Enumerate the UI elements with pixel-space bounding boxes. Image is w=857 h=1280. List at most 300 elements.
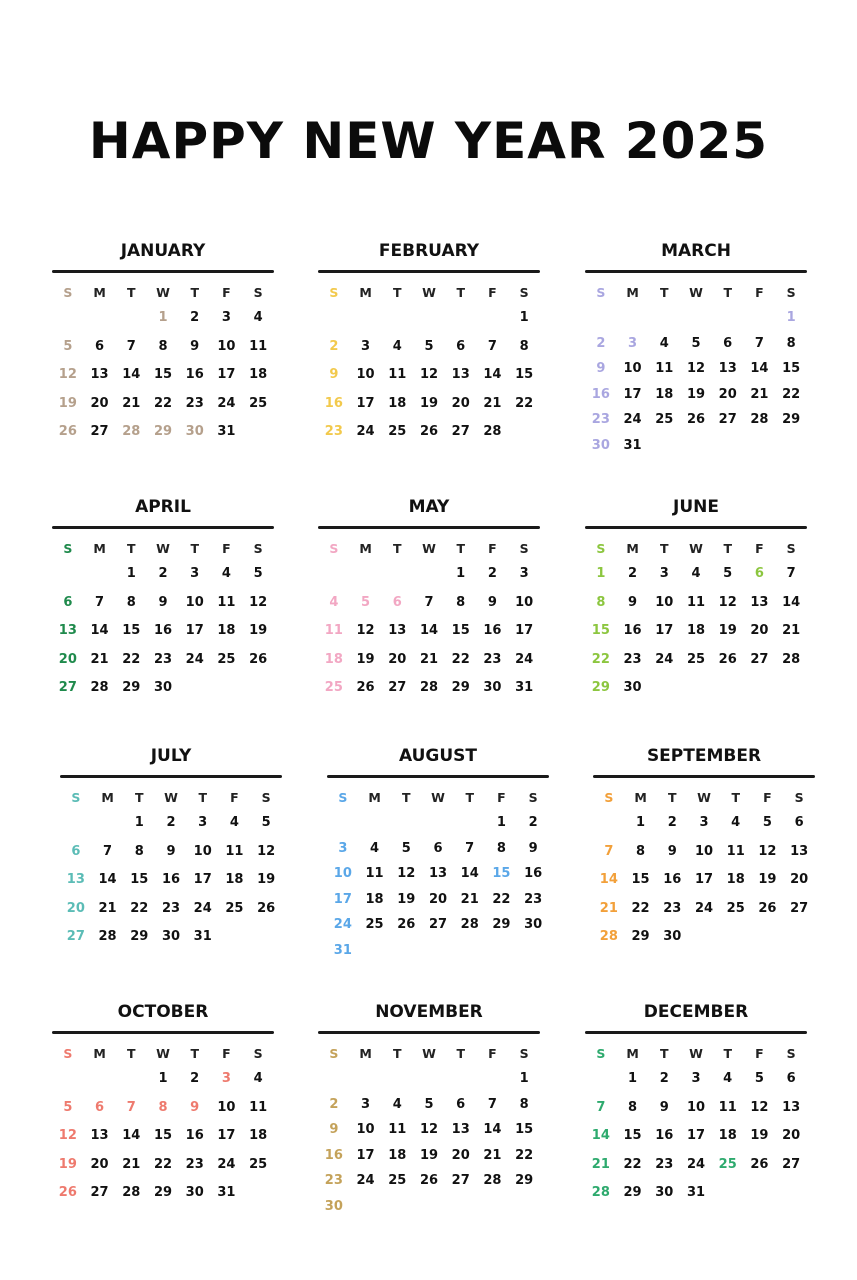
weekday-label: T — [660, 1046, 669, 1061]
day-cell: 4 — [221, 566, 231, 581]
day-cell: 1 — [158, 310, 168, 325]
day-cell: 24 — [333, 917, 352, 932]
weekday-label: M — [359, 285, 372, 300]
day-cell: 20 — [750, 623, 769, 638]
day-cell: 5 — [253, 566, 263, 581]
day-cell: 19 — [750, 1128, 769, 1143]
weekday-label: W — [697, 790, 711, 805]
day-cell: 26 — [419, 424, 439, 439]
day-cell: 12 — [718, 594, 737, 610]
day-cell: 13 — [58, 623, 77, 638]
month-june — [585, 494, 807, 709]
empty-cell — [454, 943, 486, 969]
day-cell: 11 — [686, 594, 706, 610]
month-name: AUGUST — [398, 746, 478, 766]
day-cell: 21 — [90, 651, 109, 667]
day-cell: 20 — [782, 1128, 801, 1143]
weekday-label: T — [190, 285, 199, 300]
day-cell: 22 — [130, 900, 149, 916]
week-row — [593, 901, 815, 930]
day-cell: 10 — [356, 1122, 375, 1137]
month-name: APRIL — [135, 497, 191, 517]
day-cell: 6 — [723, 335, 733, 351]
day-cell: 24 — [356, 424, 375, 439]
day-cell: 18 — [388, 1147, 407, 1163]
weekday-label: T — [127, 285, 136, 300]
day-cell: 30 — [483, 680, 502, 695]
week-row — [60, 872, 282, 901]
weekday-label: W — [156, 285, 170, 300]
empty-cell — [775, 680, 807, 709]
day-cell: 31 — [193, 929, 212, 944]
week-row — [318, 367, 540, 396]
week-row — [327, 841, 549, 867]
empty-cell — [617, 310, 649, 336]
day-cell: 27 — [66, 929, 85, 944]
month-name: DECEMBER — [643, 1002, 749, 1022]
day-cell: 21 — [483, 395, 502, 411]
weekday-label: T — [127, 1046, 136, 1061]
day-cell: 12 — [249, 594, 268, 610]
weekday-label: W — [689, 285, 703, 300]
day-cell: 22 — [623, 1156, 642, 1172]
day-cell: 24 — [623, 412, 642, 427]
weekday-label: F — [763, 790, 772, 805]
weekday-label: S — [519, 285, 529, 300]
weekday-label: T — [393, 1046, 402, 1061]
day-cell: 1 — [134, 815, 144, 830]
week-row — [585, 1157, 807, 1186]
weekday-label: T — [127, 541, 136, 556]
week-row — [318, 1148, 540, 1174]
day-cell: 13 — [451, 1122, 470, 1137]
day-cell: 8 — [786, 335, 796, 351]
day-cell: 8 — [519, 1096, 529, 1112]
empty-cell — [219, 929, 251, 958]
weekday-label: W — [156, 1046, 170, 1061]
empty-cell — [680, 680, 712, 709]
empty-cell — [52, 1071, 84, 1100]
weekday-label: T — [660, 285, 669, 300]
day-cell: 27 — [90, 424, 109, 439]
weekday-header — [593, 790, 815, 806]
day-cell: 18 — [388, 395, 407, 411]
day-cell: 24 — [356, 1173, 375, 1188]
week-row — [60, 815, 282, 844]
day-cell: 8 — [158, 1099, 168, 1115]
day-cell: 12 — [750, 1099, 769, 1115]
day-cell: 14 — [483, 367, 502, 382]
day-cell: 10 — [217, 338, 236, 354]
day-cell: 25 — [718, 1156, 737, 1172]
weekday-label: W — [156, 541, 170, 556]
empty-cell — [381, 1199, 413, 1225]
day-cell: 8 — [126, 594, 136, 610]
weekday-label: F — [755, 285, 764, 300]
day-cell: 23 — [153, 651, 173, 667]
week-row — [318, 310, 540, 339]
day-cell: 15 — [153, 1128, 173, 1143]
week-row — [52, 396, 274, 425]
day-cell: 17 — [217, 1128, 236, 1143]
day-cell: 30 — [324, 1198, 343, 1214]
day-cell: 23 — [324, 424, 343, 439]
weekday-label: F — [755, 1046, 764, 1061]
day-cell: 10 — [333, 866, 352, 881]
day-cell: 29 — [782, 412, 801, 427]
day-cell: 11 — [249, 1099, 268, 1115]
day-cell: 4 — [691, 566, 701, 581]
day-cell: 25 — [324, 680, 343, 695]
day-cell: 17 — [515, 623, 534, 638]
weekday-label: M — [626, 285, 639, 300]
weekday-label: S — [794, 790, 804, 805]
day-cell: 18 — [686, 623, 706, 638]
day-cell: 12 — [419, 367, 439, 382]
day-cell: 14 — [90, 623, 109, 638]
weekday-header — [318, 541, 540, 557]
day-cell: 19 — [419, 1147, 439, 1163]
day-cell: 18 — [324, 651, 343, 667]
day-cell: 4 — [731, 815, 741, 830]
week-row — [585, 595, 807, 624]
month-september — [593, 743, 815, 958]
weekday-label: S — [786, 1046, 796, 1061]
weekday-label: S — [329, 1046, 339, 1061]
day-cell: 1 — [158, 1071, 168, 1086]
day-cell: 28 — [122, 424, 141, 439]
day-cell: 1 — [519, 310, 529, 325]
day-cell: 12 — [419, 1122, 439, 1137]
empty-cell — [752, 929, 784, 958]
day-grid — [585, 1071, 807, 1214]
day-cell: 28 — [90, 680, 109, 695]
day-cell: 19 — [686, 386, 706, 402]
day-cell: 19 — [356, 651, 375, 667]
weekday-label: S — [786, 541, 796, 556]
day-cell: 22 — [153, 1156, 173, 1172]
day-cell: 10 — [623, 361, 642, 376]
day-cell: 22 — [153, 395, 173, 411]
empty-cell — [422, 943, 454, 969]
day-cell: 13 — [388, 623, 407, 638]
week-row — [52, 424, 274, 453]
day-cell: 20 — [428, 891, 448, 907]
day-cell: 7 — [596, 1099, 606, 1115]
day-cell: 28 — [483, 1173, 502, 1188]
empty-cell — [712, 1185, 744, 1214]
week-row — [585, 438, 807, 464]
week-row — [52, 566, 274, 595]
week-row — [52, 623, 274, 652]
day-cell: 3 — [699, 815, 709, 830]
day-cell: 2 — [487, 566, 497, 581]
day-cell: 16 — [483, 623, 502, 638]
month-divider — [593, 775, 815, 778]
day-cell: 20 — [388, 651, 407, 667]
day-cell: 7 — [604, 843, 614, 859]
day-cell: 5 — [401, 840, 411, 856]
week-row — [318, 652, 540, 681]
day-cell: 18 — [726, 872, 745, 887]
day-cell: 14 — [782, 594, 801, 610]
day-cell: 11 — [225, 843, 244, 859]
day-cell: 28 — [599, 929, 618, 944]
day-cell: 5 — [63, 338, 73, 354]
day-cell: 5 — [424, 338, 434, 354]
day-cell: 29 — [130, 929, 149, 944]
weekday-label: T — [198, 790, 207, 805]
week-row — [318, 1071, 540, 1097]
day-cell: 1 — [519, 1071, 529, 1086]
week-row — [52, 367, 274, 396]
day-cell: 28 — [782, 651, 801, 667]
day-cell: 3 — [659, 566, 669, 581]
day-cell: 5 — [261, 815, 271, 830]
week-row — [52, 1128, 274, 1157]
page-title: HAPPY NEW YEAR 2025 — [88, 112, 769, 170]
day-cell: 19 — [397, 891, 416, 907]
day-cell: 23 — [185, 1156, 204, 1172]
day-cell: 10 — [686, 1099, 706, 1115]
weekday-label: W — [689, 1046, 703, 1061]
weekday-label: S — [338, 790, 348, 805]
day-cell: 1 — [126, 566, 136, 581]
week-row — [585, 336, 807, 362]
empty-cell — [593, 815, 625, 844]
weekday-label: S — [528, 790, 538, 805]
day-cell: 7 — [95, 594, 105, 610]
empty-cell — [775, 438, 807, 464]
day-cell: 18 — [655, 386, 674, 402]
day-cell: 10 — [694, 843, 714, 859]
day-cell: 22 — [591, 651, 610, 667]
day-cell: 23 — [655, 1156, 674, 1172]
month-january — [52, 238, 274, 453]
day-cell: 5 — [424, 1096, 434, 1112]
week-row — [327, 815, 549, 841]
empty-cell — [585, 1071, 617, 1100]
weekday-label: M — [626, 1046, 639, 1061]
day-cell: 13 — [66, 872, 85, 887]
day-cell: 9 — [667, 843, 677, 859]
day-cell: 30 — [663, 929, 682, 944]
day-cell: 14 — [122, 1128, 141, 1143]
week-row — [585, 1185, 807, 1214]
week-row — [327, 917, 549, 943]
day-cell: 16 — [663, 872, 682, 887]
month-march — [585, 238, 807, 463]
month-divider — [60, 775, 282, 778]
day-cell: 16 — [591, 386, 610, 402]
day-cell: 13 — [782, 1099, 801, 1115]
day-grid — [318, 1071, 540, 1224]
day-cell: 18 — [249, 367, 268, 382]
weekday-label: T — [660, 541, 669, 556]
day-cell: 23 — [324, 1173, 343, 1188]
day-cell: 20 — [451, 395, 470, 411]
month-divider — [585, 270, 807, 273]
day-cell: 8 — [636, 843, 646, 859]
day-grid — [60, 815, 282, 958]
day-cell: 2 — [628, 566, 638, 581]
month-december — [585, 999, 807, 1214]
empty-cell — [242, 1185, 274, 1214]
day-cell: 9 — [528, 840, 538, 856]
day-cell: 25 — [686, 651, 706, 667]
day-cell: 15 — [782, 361, 801, 376]
day-cell: 14 — [483, 1122, 502, 1137]
day-cell: 17 — [694, 872, 714, 887]
day-cell: 15 — [515, 1122, 534, 1137]
empty-cell — [318, 1071, 350, 1097]
empty-cell — [477, 1071, 509, 1097]
day-cell: 21 — [460, 891, 479, 907]
day-cell: 3 — [361, 338, 371, 354]
empty-cell — [413, 310, 445, 339]
day-cell: 24 — [515, 651, 534, 667]
day-cell: 18 — [217, 623, 236, 638]
weekday-label: S — [63, 541, 73, 556]
month-divider — [52, 1031, 274, 1034]
day-cell: 27 — [782, 1156, 801, 1172]
day-cell: 3 — [519, 566, 529, 581]
day-cell: 2 — [596, 335, 606, 351]
day-cell: 26 — [58, 424, 77, 439]
empty-cell — [359, 943, 391, 969]
day-cell: 18 — [225, 872, 244, 887]
day-cell: 11 — [655, 361, 674, 376]
day-cell: 17 — [333, 891, 352, 907]
weekday-label: T — [190, 1046, 199, 1061]
empty-cell — [648, 310, 680, 336]
weekday-label: W — [431, 790, 445, 805]
weekday-label: W — [164, 790, 178, 805]
week-row — [585, 361, 807, 387]
weekday-label: S — [253, 541, 263, 556]
weekday-label: T — [393, 541, 402, 556]
day-cell: 2 — [659, 1071, 669, 1086]
day-cell: 13 — [428, 866, 448, 881]
day-cell: 17 — [217, 367, 236, 382]
day-cell: 30 — [185, 1185, 204, 1200]
day-cell: 25 — [249, 395, 268, 411]
week-row — [318, 1173, 540, 1199]
day-cell: 1 — [456, 566, 466, 581]
day-cell: 22 — [492, 891, 511, 907]
day-cell: 14 — [591, 1128, 610, 1143]
day-cell: 19 — [718, 623, 737, 638]
month-name: JULY — [150, 746, 192, 766]
week-row — [585, 1071, 807, 1100]
empty-cell — [390, 943, 422, 969]
week-row — [52, 1071, 274, 1100]
day-cell: 19 — [257, 872, 276, 887]
day-cell: 6 — [95, 338, 105, 354]
day-cell: 11 — [388, 367, 407, 382]
weekday-header — [585, 1046, 807, 1062]
empty-cell — [680, 438, 712, 464]
month-name: JUNE — [673, 497, 719, 517]
day-cell: 27 — [58, 680, 77, 695]
day-cell: 1 — [596, 566, 606, 581]
day-cell: 15 — [591, 623, 610, 638]
weekday-label: T — [402, 790, 411, 805]
day-cell: 10 — [515, 594, 534, 610]
day-cell: 25 — [365, 917, 384, 932]
day-cell: 19 — [419, 395, 439, 411]
day-cell: 10 — [217, 1099, 236, 1115]
day-cell: 12 — [686, 361, 706, 376]
day-cell: 15 — [122, 623, 141, 638]
day-cell: 15 — [451, 623, 470, 638]
day-cell: 5 — [762, 815, 772, 830]
week-row — [593, 929, 815, 958]
empty-cell — [445, 1071, 477, 1097]
day-cell: 17 — [623, 386, 642, 402]
week-row — [318, 595, 540, 624]
day-cell: 6 — [456, 338, 466, 354]
day-cell: 31 — [217, 424, 236, 439]
day-cell: 17 — [655, 623, 674, 638]
day-cell: 6 — [433, 840, 443, 856]
day-cell: 16 — [153, 623, 173, 638]
day-cell: 25 — [655, 412, 674, 427]
empty-cell — [84, 566, 116, 595]
day-cell: 14 — [460, 866, 479, 881]
week-row — [327, 892, 549, 918]
day-cell: 17 — [193, 872, 212, 887]
empty-cell — [84, 1071, 116, 1100]
day-cell: 29 — [623, 1185, 642, 1200]
week-row — [327, 866, 549, 892]
day-cell: 14 — [750, 361, 769, 376]
day-cell: 14 — [599, 872, 618, 887]
day-cell: 7 — [487, 338, 497, 354]
day-cell: 9 — [596, 361, 606, 376]
month-name: FEBRUARY — [378, 241, 480, 261]
day-cell: 28 — [122, 1185, 141, 1200]
month-february — [318, 238, 540, 453]
day-cell: 3 — [628, 335, 638, 351]
day-cell: 16 — [324, 1147, 343, 1163]
week-row — [318, 680, 540, 709]
day-grid — [52, 566, 274, 709]
day-cell: 6 — [95, 1099, 105, 1115]
day-cell: 20 — [66, 900, 85, 916]
week-row — [585, 680, 807, 709]
day-cell: 4 — [253, 1071, 263, 1086]
day-cell: 9 — [190, 1099, 200, 1115]
empty-cell — [381, 1071, 413, 1097]
day-cell: 21 — [750, 386, 769, 402]
day-cell: 9 — [190, 338, 200, 354]
empty-cell — [413, 1071, 445, 1097]
weekday-label: M — [93, 541, 106, 556]
month-name: MAY — [408, 497, 450, 517]
day-cell: 29 — [591, 680, 610, 695]
day-cell: 26 — [397, 917, 416, 932]
day-cell: 12 — [758, 843, 777, 859]
weekday-header — [52, 1046, 274, 1062]
day-cell: 26 — [249, 651, 268, 667]
day-cell: 18 — [718, 1128, 737, 1143]
day-cell: 30 — [524, 917, 543, 932]
day-cell: 27 — [718, 412, 737, 427]
week-row — [327, 943, 549, 969]
day-grid — [318, 310, 540, 453]
day-cell: 7 — [103, 843, 113, 859]
